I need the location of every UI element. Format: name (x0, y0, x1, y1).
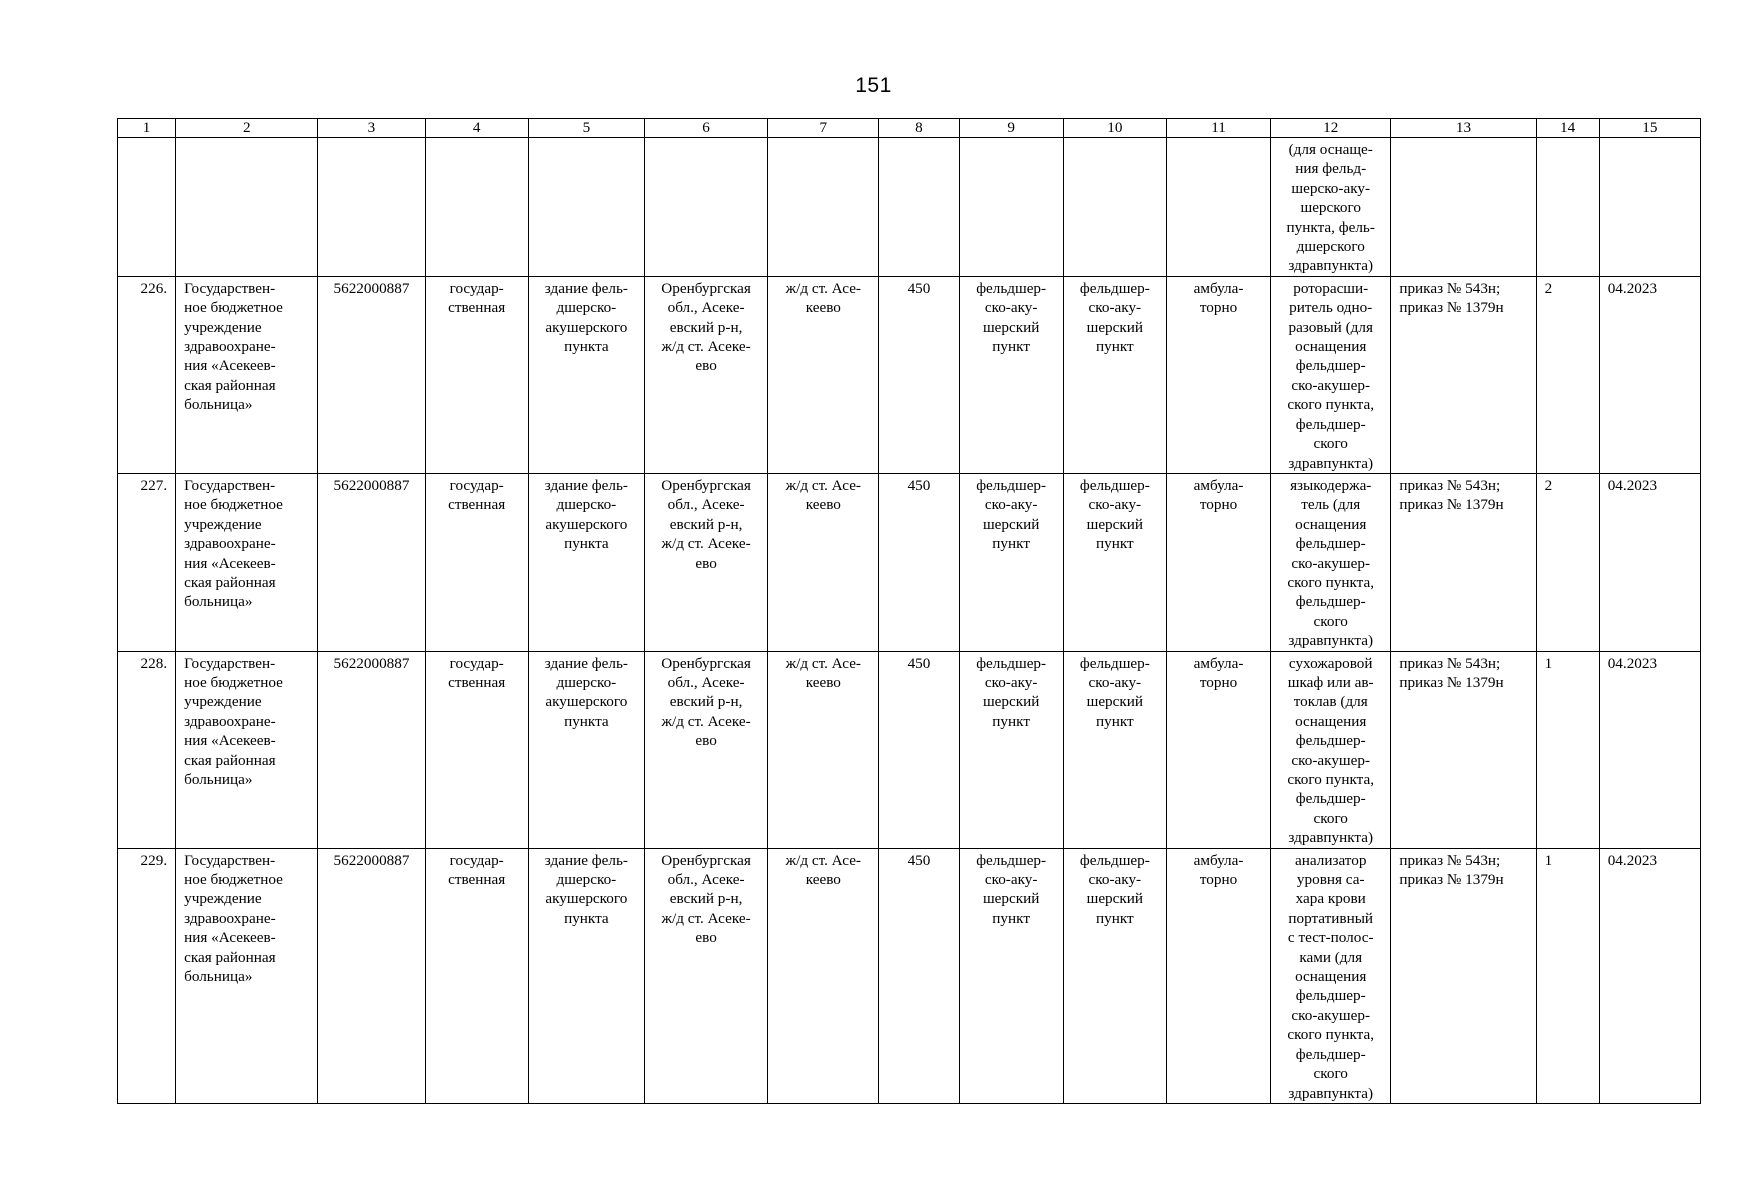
inn: 5622000887 (318, 848, 425, 1103)
facility-kind: фельдшер- ско-аку- шерский пункт (1063, 651, 1166, 848)
locality: ж/д ст. Асе- кеево (768, 276, 879, 473)
ownership: государ- ственная (425, 473, 528, 651)
facility-kind: фельдшер- ско-аку- шерский пункт (1063, 473, 1166, 651)
address: Оренбургская обл., Асеке- евский р-н, ж/д ст. Асеке- ево (644, 276, 767, 473)
building: здание фель- дшерско- акушерского пункта (528, 473, 644, 651)
empty-cell (959, 138, 1063, 277)
locality: ж/д ст. Асе- кеево (768, 651, 879, 848)
table-row (118, 651, 1701, 848)
building: здание фель- дшерско- акушерского пункта (528, 651, 644, 848)
ownership: государ- ственная (425, 848, 528, 1103)
building: здание фель- дшерско- акушерского пункта (528, 848, 644, 1103)
address: Оренбургская обл., Асеке- евский р-н, ж/д ст. Асеке- ево (644, 651, 767, 848)
quantity: 1 (1536, 651, 1599, 848)
quantity: 1 (1536, 848, 1599, 1103)
basis: приказ № 543н; приказ № 1379н (1391, 473, 1536, 651)
population: 450 (879, 848, 959, 1103)
column-header: 2 (176, 119, 318, 138)
organization-name: Государствен- ное бюджетное учреждение здравоохране- ния «Асекеев- ская районная больница» (176, 848, 318, 1103)
column-header: 5 (528, 119, 644, 138)
quantity: 2 (1536, 473, 1599, 651)
column-header: 1 (118, 119, 176, 138)
basis: приказ № 543н; приказ № 1379н (1391, 276, 1536, 473)
continuation-row (118, 138, 1701, 277)
column-header: 6 (644, 119, 767, 138)
table-row (118, 848, 1701, 1103)
column-header: 10 (1063, 119, 1166, 138)
organization-name: Государствен- ное бюджетное учреждение здравоохране- ния «Асекеев- ская районная больница» (176, 651, 318, 848)
locality: ж/д ст. Асе- кеево (768, 473, 879, 651)
organization-name: Государствен- ное бюджетное учреждение здравоохране- ния «Асекеев- ская районная больница» (176, 473, 318, 651)
deadline: 04.2023 (1599, 848, 1700, 1103)
column-header: 3 (318, 119, 425, 138)
care-conditions: амбула- торно (1166, 848, 1270, 1103)
inn: 5622000887 (318, 473, 425, 651)
basis: приказ № 543н; приказ № 1379н (1391, 651, 1536, 848)
quantity: 2 (1536, 276, 1599, 473)
facility-type: фельдшер- ско-аку- шерский пункт (959, 848, 1063, 1103)
table-row (118, 473, 1701, 651)
inn: 5622000887 (318, 276, 425, 473)
column-header: 4 (425, 119, 528, 138)
equipment: роторасши- ритель одно- разовый (для оснащения фельдшер- ско-акушер- ского пункта, фельдшер- ского здравпункта) (1271, 276, 1391, 473)
equipment-cell-continued: (для оснаще- ния фельд- шерско-аку- шерского пункта, фель- дшерского здравпункта) (1271, 138, 1391, 277)
register-table (117, 118, 1701, 1104)
deadline: 04.2023 (1599, 651, 1700, 848)
column-header: 9 (959, 119, 1063, 138)
empty-cell (768, 138, 879, 277)
equipment: анализатор уровня са- хара крови портативный с тест-полос- ками (для оснащения фельдшер- ско-акушер- ского пункта, фельдшер- ского здравпункта) (1271, 848, 1391, 1103)
row-number: 229. (118, 848, 176, 1103)
column-header: 14 (1536, 119, 1599, 138)
empty-cell (644, 138, 767, 277)
care-conditions: амбула- торно (1166, 276, 1270, 473)
row-number: 227. (118, 473, 176, 651)
column-header: 7 (768, 119, 879, 138)
row-number: 228. (118, 651, 176, 848)
empty-cell (1536, 138, 1599, 277)
facility-type: фельдшер- ско-аку- шерский пункт (959, 473, 1063, 651)
column-number-row (118, 119, 1701, 138)
deadline: 04.2023 (1599, 473, 1700, 651)
locality: ж/д ст. Асе- кеево (768, 848, 879, 1103)
empty-cell (1599, 138, 1700, 277)
facility-kind: фельдшер- ско-аку- шерский пункт (1063, 276, 1166, 473)
empty-cell (1391, 138, 1536, 277)
ownership: государ- ственная (425, 276, 528, 473)
empty-cell (425, 138, 528, 277)
care-conditions: амбула- торно (1166, 651, 1270, 848)
facility-kind: фельдшер- ско-аку- шерский пункт (1063, 848, 1166, 1103)
organization-name: Государствен- ное бюджетное учреждение здравоохране- ния «Асекеев- ская районная больница» (176, 276, 318, 473)
empty-cell (318, 138, 425, 277)
facility-type: фельдшер- ско-аку- шерский пункт (959, 276, 1063, 473)
empty-cell (176, 138, 318, 277)
care-conditions: амбула- торно (1166, 473, 1270, 651)
basis: приказ № 543н; приказ № 1379н (1391, 848, 1536, 1103)
ownership: государ- ственная (425, 651, 528, 848)
empty-cell (1063, 138, 1166, 277)
building: здание фель- дшерско- акушерского пункта (528, 276, 644, 473)
empty-cell (879, 138, 959, 277)
column-header: 15 (1599, 119, 1700, 138)
deadline: 04.2023 (1599, 276, 1700, 473)
empty-cell (118, 138, 176, 277)
column-header: 12 (1271, 119, 1391, 138)
empty-cell (1166, 138, 1270, 277)
facility-type: фельдшер- ско-аку- шерский пункт (959, 651, 1063, 848)
equipment: сухожаровой шкаф или ав- токлав (для оснащения фельдшер- ско-акушер- ского пункта, фельдшер- ского здравпункта) (1271, 651, 1391, 848)
page-number: 151 (855, 74, 892, 97)
equipment: языкодержа- тель (для оснащения фельдшер- ско-акушер- ского пункта, фельдшер- ского здравпункта) (1271, 473, 1391, 651)
column-header: 13 (1391, 119, 1536, 138)
population: 450 (879, 473, 959, 651)
inn: 5622000887 (318, 651, 425, 848)
population: 450 (879, 276, 959, 473)
row-number: 226. (118, 276, 176, 473)
empty-cell (528, 138, 644, 277)
table-row (118, 276, 1701, 473)
address: Оренбургская обл., Асеке- евский р-н, ж/д ст. Асеке- ево (644, 848, 767, 1103)
address: Оренбургская обл., Асеке- евский р-н, ж/д ст. Асеке- ево (644, 473, 767, 651)
column-header: 11 (1166, 119, 1270, 138)
population: 450 (879, 651, 959, 848)
column-header: 8 (879, 119, 959, 138)
